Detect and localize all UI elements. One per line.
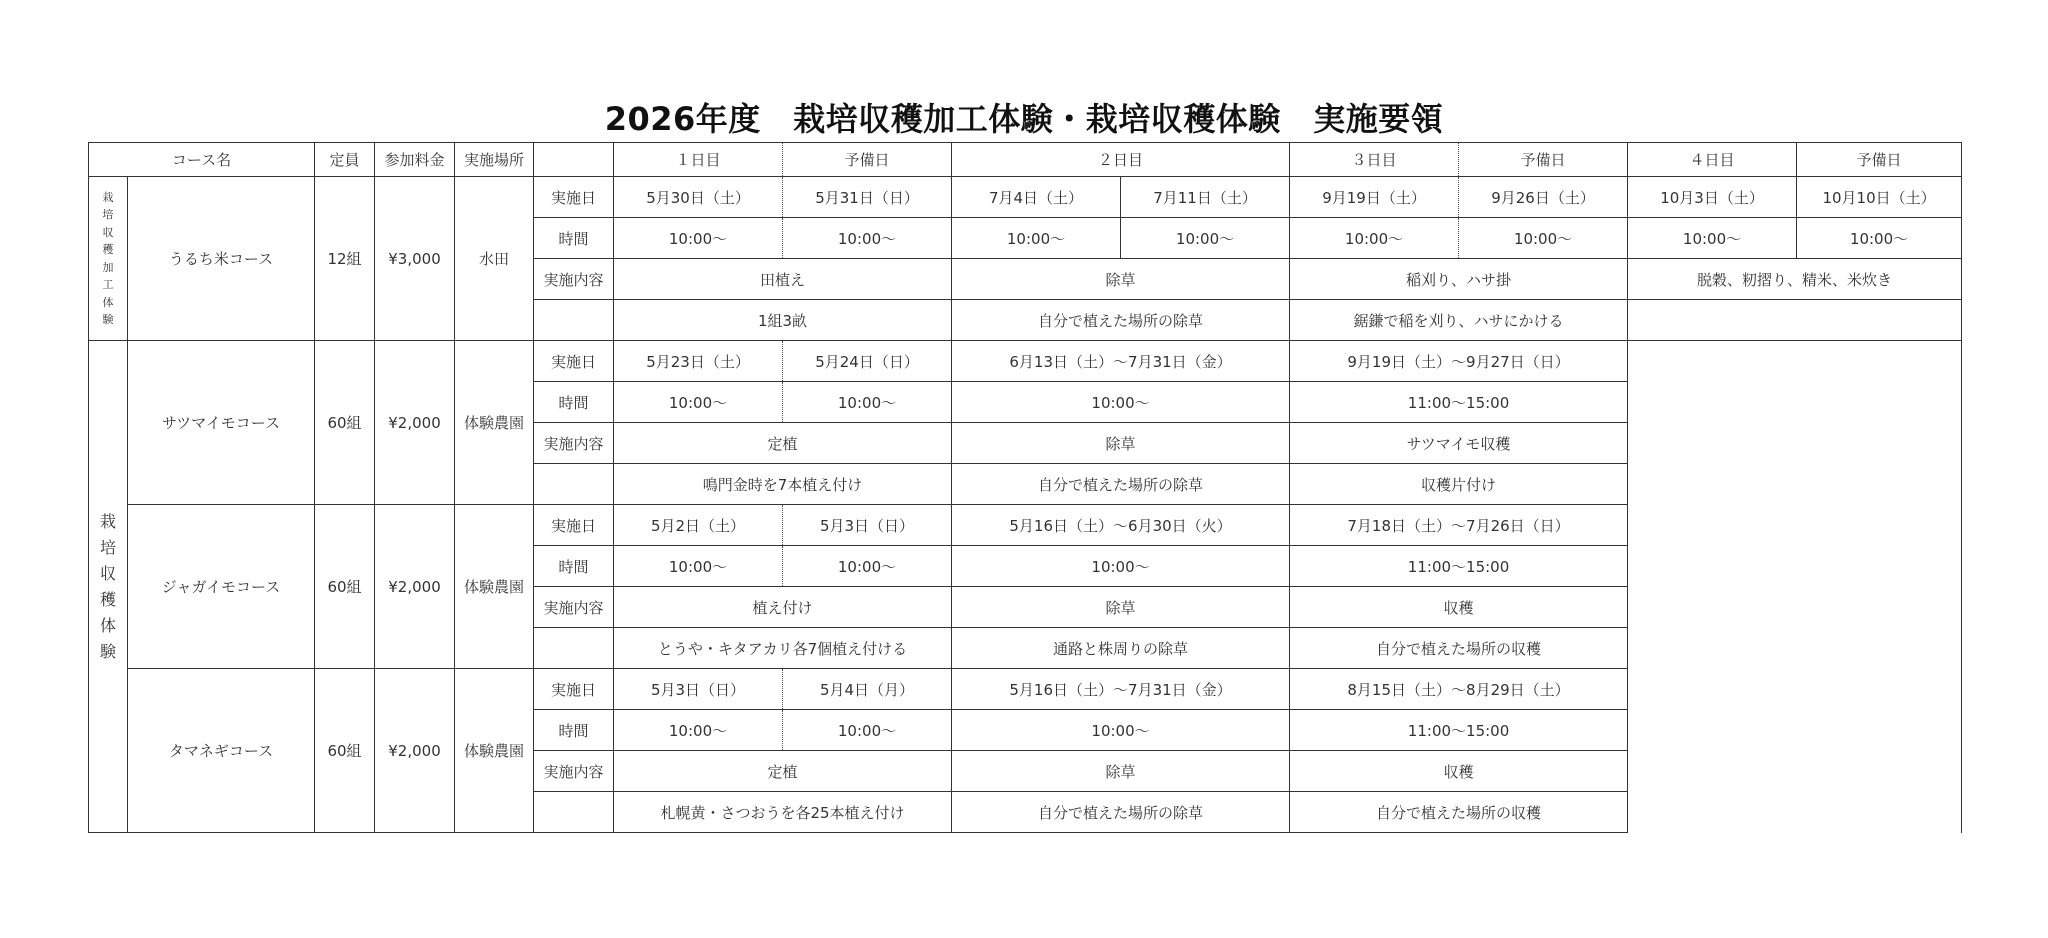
course-name-satsuma: サツマイモコース <box>128 341 315 505</box>
header-location: 実施場所 <box>455 143 534 177</box>
time-cell: 11:00～15:00 <box>1290 710 1628 751</box>
detail-cell: 札幌黄・さつおうを各25本植え付け <box>614 792 952 833</box>
header-row <box>89 143 1962 177</box>
detail-cell: 自分で植えた場所の除草 <box>952 464 1290 505</box>
date-cell: 5月30日（土） <box>614 177 783 218</box>
detail-cell: 通路と株周りの除草 <box>952 628 1290 669</box>
detail-cell-empty <box>1628 300 1962 341</box>
time-cell: 10:00～ <box>952 218 1121 259</box>
content-cell: 田植え <box>614 259 952 300</box>
detail-cell: 1組3畝 <box>614 300 952 341</box>
row-label-time: 時間 <box>534 546 614 587</box>
row-label-date: 実施日 <box>534 505 614 546</box>
course-name-jagaimo: ジャガイモコース <box>128 505 315 669</box>
row-label-date: 実施日 <box>534 341 614 382</box>
content-cell: 定植 <box>614 423 952 464</box>
time-cell: 10:00～ <box>783 710 952 751</box>
date-cell: 5月31日（日） <box>783 177 952 218</box>
date-cell: 7月4日（土） <box>952 177 1121 218</box>
detail-cell: 収穫片付け <box>1290 464 1628 505</box>
content-cell: 除草 <box>952 259 1290 300</box>
capacity-uruchi: 12組 <box>315 177 375 341</box>
header-course-name: コース名 <box>89 143 315 177</box>
header-capacity: 定員 <box>315 143 375 177</box>
date-cell: 10月10日（土） <box>1797 177 1962 218</box>
date-cell: 5月3日（日） <box>783 505 952 546</box>
date-cell: 5月4日（月） <box>783 669 952 710</box>
time-cell: 11:00～15:00 <box>1290 546 1628 587</box>
location-jagaimo: 体験農園 <box>455 505 534 669</box>
detail-cell: 自分で植えた場所の収穫 <box>1290 792 1628 833</box>
course-name-uruchi: うるち米コース <box>128 177 315 341</box>
row-label-content: 実施内容 <box>534 751 614 792</box>
group-label-harvest: 栽 培 収 穫 体 験 <box>89 341 128 833</box>
detail-cell: 自分で植えた場所の収穫 <box>1290 628 1628 669</box>
detail-cell: 自分で植えた場所の除草 <box>952 792 1290 833</box>
content-cell: サツマイモ収穫 <box>1290 423 1628 464</box>
content-cell: 除草 <box>952 423 1290 464</box>
row-label-time: 時間 <box>534 382 614 423</box>
row-label-content: 実施内容 <box>534 587 614 628</box>
empty-area <box>1628 341 1962 833</box>
capacity-jagaimo: 60組 <box>315 505 375 669</box>
location-satsuma: 体験農園 <box>455 341 534 505</box>
detail-cell: 鳴門金時を7本植え付け <box>614 464 952 505</box>
time-cell: 10:00～ <box>783 382 952 423</box>
header-day2: ２日目 <box>952 143 1290 177</box>
fee-jagaimo: ¥2,000 <box>375 505 455 669</box>
content-cell: 定植 <box>614 751 952 792</box>
time-cell: 10:00～ <box>614 546 783 587</box>
time-cell: 10:00～ <box>952 710 1290 751</box>
header-fee: 参加料金 <box>375 143 455 177</box>
time-cell: 10:00～ <box>783 546 952 587</box>
date-cell: 7月11日（土） <box>1121 177 1290 218</box>
content-cell: 稲刈り、ハサ掛 <box>1290 259 1628 300</box>
schedule-table <box>88 142 1962 833</box>
row-label-content: 実施内容 <box>534 423 614 464</box>
row-label-blank <box>534 300 614 341</box>
table-row <box>89 177 1962 218</box>
date-cell: 9月19日（土）～9月27日（日） <box>1290 341 1628 382</box>
table-row <box>89 341 1962 382</box>
location-uruchi: 水田 <box>455 177 534 341</box>
date-cell: 5月3日（日） <box>614 669 783 710</box>
date-cell: 9月26日（土） <box>1459 177 1628 218</box>
content-cell: 植え付け <box>614 587 952 628</box>
date-cell: 10月3日（土） <box>1628 177 1797 218</box>
header-day1: １日目 <box>614 143 783 177</box>
content-cell: 収穫 <box>1290 587 1628 628</box>
date-cell: 5月16日（土）～6月30日（火） <box>952 505 1290 546</box>
date-cell: 5月16日（土）～7月31日（金） <box>952 669 1290 710</box>
date-cell: 5月24日（日） <box>783 341 952 382</box>
content-cell: 除草 <box>952 751 1290 792</box>
date-cell: 9月19日（土） <box>1290 177 1459 218</box>
time-cell: 10:00～ <box>1290 218 1459 259</box>
content-cell: 除草 <box>952 587 1290 628</box>
page-title: 2026年度 栽培収穫加工体験・栽培収穫体験 実施要領 <box>604 100 1444 138</box>
row-label-blank <box>534 464 614 505</box>
date-cell: 5月23日（土） <box>614 341 783 382</box>
time-cell: 11:00～15:00 <box>1290 382 1628 423</box>
detail-cell: 自分で植えた場所の除草 <box>952 300 1290 341</box>
date-cell: 7月18日（土）～7月26日（日） <box>1290 505 1628 546</box>
row-label-blank <box>534 628 614 669</box>
time-cell: 10:00～ <box>1459 218 1628 259</box>
detail-cell: 鋸鎌で稲を刈り、ハサにかける <box>1290 300 1628 341</box>
capacity-satsuma: 60組 <box>315 341 375 505</box>
date-cell: 6月13日（土）～7月31日（金） <box>952 341 1290 382</box>
time-cell: 10:00～ <box>783 218 952 259</box>
capacity-tamanegi: 60組 <box>315 669 375 833</box>
content-cell: 収穫 <box>1290 751 1628 792</box>
content-cell: 脱穀、籾摺り、精米、米炊き <box>1628 259 1962 300</box>
time-cell: 10:00～ <box>1121 218 1290 259</box>
row-label-content: 実施内容 <box>534 259 614 300</box>
time-cell: 10:00～ <box>1628 218 1797 259</box>
time-cell: 10:00～ <box>1797 218 1962 259</box>
time-cell: 10:00～ <box>952 546 1290 587</box>
row-label-time: 時間 <box>534 218 614 259</box>
row-label-blank <box>534 792 614 833</box>
header-day1-spare: 予備日 <box>783 143 952 177</box>
header-day4: ４日目 <box>1628 143 1797 177</box>
group-label-processing: 栽 培 収 穫 加 工 体 験 <box>89 177 128 341</box>
fee-uruchi: ¥3,000 <box>375 177 455 341</box>
time-cell: 10:00～ <box>614 710 783 751</box>
course-name-tamanegi: タマネギコース <box>128 669 315 833</box>
location-tamanegi: 体験農園 <box>455 669 534 833</box>
detail-cell: とうや・キタアカリ各7個植え付ける <box>614 628 952 669</box>
date-cell: 5月2日（土） <box>614 505 783 546</box>
row-label-date: 実施日 <box>534 177 614 218</box>
time-cell: 10:00～ <box>952 382 1290 423</box>
fee-tamanegi: ¥2,000 <box>375 669 455 833</box>
header-item <box>534 143 614 177</box>
row-label-time: 時間 <box>534 710 614 751</box>
header-day3: ３日目 <box>1290 143 1459 177</box>
date-cell: 8月15日（土）～8月29日（土） <box>1290 669 1628 710</box>
header-day4-spare: 予備日 <box>1797 143 1962 177</box>
row-label-date: 実施日 <box>534 669 614 710</box>
time-cell: 10:00～ <box>614 218 783 259</box>
time-cell: 10:00～ <box>614 382 783 423</box>
fee-satsuma: ¥2,000 <box>375 341 455 505</box>
header-day3-spare: 予備日 <box>1459 143 1628 177</box>
